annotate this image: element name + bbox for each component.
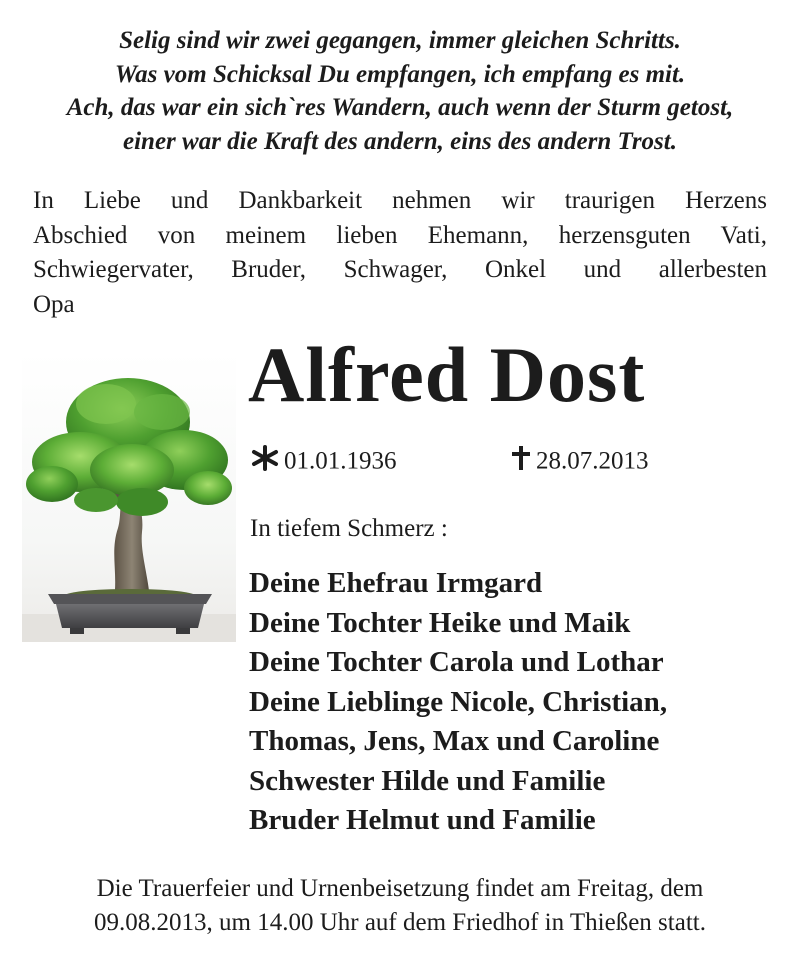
intro-line: In Liebe und Dankbarkeit nehmen wir traurigen Herzens bbox=[33, 187, 767, 214]
funeral-line: 09.08.2013, um 14.00 Uhr auf dem Friedhof in Thießen statt. bbox=[94, 909, 706, 936]
poem-line: Selig sind wir zwei gegangen, immer gleichen Schritts. bbox=[119, 27, 681, 54]
mourner-line: Thomas, Jens, Max und Caroline bbox=[249, 725, 660, 757]
mourner-line: Deine Lieblinge Nicole, Christian, bbox=[249, 685, 668, 718]
mourner-line: Deine Tochter Carola und Lothar bbox=[249, 646, 664, 678]
poem-line: Was vom Schicksal Du empfangen, ich empfang es mit. bbox=[114, 60, 686, 88]
mourner-line: Schwester Hilde und Familie bbox=[249, 764, 606, 797]
death-date: 28.07.2013 bbox=[536, 447, 649, 475]
mourner-line: Deine Ehefrau Irmgard bbox=[249, 567, 543, 599]
poem bbox=[0, 24, 800, 158]
intro-line: Abschied von meinem lieben Ehemann, herzensguten Vati, bbox=[33, 221, 767, 249]
funeral-info bbox=[0, 872, 800, 940]
grief-label: In tiefem Schmerz : bbox=[250, 515, 448, 542]
mourner-line: Bruder Helmut und Familie bbox=[249, 804, 596, 836]
mourner-line: Deine Tochter Heike und Maik bbox=[249, 606, 631, 639]
bonsai-tree-image bbox=[22, 352, 236, 642]
poem-line: Ach, das war ein sich`res Wandern, auch wenn der Sturm getost, bbox=[66, 94, 734, 121]
death-date-line bbox=[510, 444, 649, 482]
asterisk-icon bbox=[250, 444, 280, 482]
birth-date-line bbox=[250, 444, 397, 482]
intro-text bbox=[33, 184, 767, 322]
funeral-line: Die Trauerfeier und Urnenbeisetzung findet am Freitag, dem bbox=[96, 875, 704, 902]
birth-date: 01.01.1936 bbox=[284, 447, 397, 475]
poem-line: einer war die Kraft des andern, eins des andern Trost. bbox=[123, 127, 677, 155]
mourners-list bbox=[249, 564, 667, 841]
intro-line: Schwiegervater, Bruder, Schwager, Onkel und allerbesten bbox=[33, 256, 767, 283]
deceased-name: Alfred Dost bbox=[248, 331, 646, 418]
intro-line: Opa bbox=[33, 290, 75, 318]
cross-icon bbox=[510, 444, 532, 482]
